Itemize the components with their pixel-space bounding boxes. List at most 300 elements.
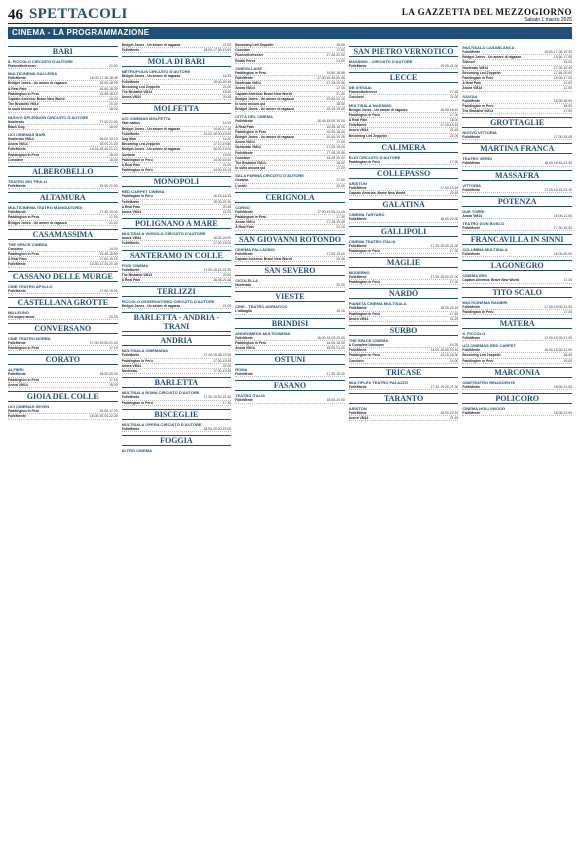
film-title: A Real Pain — [235, 124, 254, 129]
city-heading: VIESTE — [235, 291, 345, 302]
showtime-row — [349, 416, 459, 421]
film-title: FolleMente — [235, 209, 253, 214]
city-heading: NARDÒ — [349, 288, 459, 299]
showtime-row — [122, 278, 232, 283]
showtime-row — [462, 252, 572, 257]
film-title: Dog Man — [121, 137, 136, 142]
showtime-row — [235, 257, 345, 262]
film-title: Fiumenthefreezer — [235, 53, 264, 58]
showtime-row — [8, 184, 118, 189]
showtimes: 16.15-18.15 — [213, 194, 232, 199]
listing-column — [235, 43, 345, 834]
film-title: Bridget Jones - Un amore di ragazzo — [462, 55, 522, 60]
film-title: Bridget Jones - Un amore di ragazzo — [121, 126, 181, 131]
showtimes: 17.30 — [563, 278, 572, 283]
showtimes: 18.40-20.45 — [213, 79, 232, 84]
city-heading: MATERA — [462, 318, 572, 329]
showtime-row — [235, 184, 345, 189]
cinema-name: THE SPACE CINEMA — [348, 338, 389, 344]
showtimes: 18.00-21.00 — [553, 213, 572, 218]
showtimes: 20.00 — [336, 183, 345, 188]
cinema-name: MODERNO — [348, 270, 370, 276]
cinema-name: COLUMBIA MULTISALA — [462, 247, 508, 253]
film-title: FolleMente — [462, 336, 481, 341]
cinema-name: ANDROMEDA MULTICINEMA — [235, 330, 291, 336]
showtime-row — [462, 226, 572, 231]
film-title: Io sono ancora qui — [8, 107, 39, 112]
film-title: Captain America: Brave New World — [235, 91, 292, 96]
showtimes: 17.00-18.45 — [553, 135, 572, 140]
showtime-row — [8, 221, 118, 226]
showtime-row — [349, 280, 459, 285]
showtimes: 18.00-20.15 — [440, 306, 459, 311]
film-title: Anora VM14 — [348, 316, 369, 321]
city-heading: TARANTO — [349, 393, 459, 404]
cinema-name: PIANETA CINEMA MULTISALA — [348, 301, 407, 307]
film-title: FolleMente — [348, 243, 367, 248]
film-title: Bridget Jones - Un amore di ragazzo — [121, 304, 181, 309]
film-title: Paddington in Perù — [462, 76, 494, 81]
showtimes: 18.00-20.00-22.30 — [89, 414, 118, 419]
showtime-row — [462, 135, 572, 140]
showtimes: 17.00-19.15 — [326, 145, 345, 150]
cinema-name: MULTISALA ROMA CIRCUITO D'AUTORE — [121, 390, 200, 396]
film-title: FolleMente — [462, 187, 481, 192]
showtimes: 17.00-18.40-20.45 — [317, 76, 345, 81]
film-title: Fast nation — [121, 121, 140, 126]
showtimes: 16.00 — [563, 358, 572, 363]
showtimes: 19.15 — [336, 309, 345, 314]
film-title: FolleMente — [348, 384, 367, 389]
showtimes: 17.15 — [336, 86, 345, 91]
film-title: Paddington in Perù — [348, 311, 380, 316]
film-title: Oceania — [235, 178, 249, 183]
listings-columns — [8, 43, 572, 834]
showtime-row — [349, 160, 459, 165]
film-title: FolleMente — [462, 348, 481, 353]
showtimes: 21.45 — [449, 128, 459, 133]
city-heading: BRINDISI — [235, 318, 345, 329]
showtimes: 15.00 — [222, 152, 232, 157]
film-title: Paddington in Perù — [121, 194, 153, 199]
showtime-row — [462, 109, 572, 114]
city-heading: FOGGIA — [122, 435, 232, 446]
page-number: 46 — [8, 6, 23, 23]
showtimes: 17.45 — [449, 90, 459, 95]
showtimes: 21.00 — [563, 81, 572, 86]
showtime-row — [122, 304, 232, 309]
showtimes: 18.30 — [563, 103, 572, 108]
showtimes: 17.15-19.15 — [440, 123, 459, 128]
cinema-name: MULTIPLEX TEATRO PALAZZO — [348, 379, 409, 385]
showtimes: 17.00 — [336, 140, 345, 145]
city-heading: CASSANO DELLE MURGE — [8, 271, 118, 282]
showtimes: 21.20 — [222, 163, 232, 168]
film-title: FolleMente — [235, 150, 253, 155]
showtimes: 18.00-20.00 — [440, 217, 459, 222]
city-heading: SAN PIETRO VERNOTICO — [349, 46, 459, 57]
film-title: FolleMente — [462, 98, 481, 103]
showtime-row — [122, 401, 232, 406]
showtimes: 19.00-21.00 — [99, 184, 118, 189]
city-heading: POLIGNANO A MARE — [122, 218, 232, 229]
showtimes: 17.30-19.30 — [326, 372, 345, 377]
showtime-row — [235, 107, 345, 112]
showtimes: 17.30-20.00 — [326, 53, 345, 58]
cinema-name: MULTICINEMA RANIERI — [462, 299, 508, 305]
showtimes: 17.00-19.15 — [99, 257, 118, 262]
showtimes: 17.00-19.45 — [440, 186, 459, 191]
city-heading: MONOPOLI — [122, 176, 232, 187]
showtime-row — [122, 48, 232, 53]
showtimes: 18.00-21.00 — [553, 384, 572, 389]
film-title: Anora VM14 — [235, 345, 255, 350]
film-title: Bridget Jones - Un amore di ragazzo — [235, 107, 294, 112]
film-title: Black Dog — [8, 124, 25, 129]
city-heading: ALBEROBELLO — [8, 166, 118, 177]
film-title: Io sono ancora qui — [235, 102, 266, 107]
showtimes: 18.00-17.35-19.00 — [203, 48, 232, 53]
showtimes: 16.30-18.00 — [326, 129, 345, 134]
showtimes: 16.30 — [222, 74, 232, 79]
cinema-name: ALFIERI — [8, 367, 24, 373]
film-title: Paddington in Perù — [462, 103, 494, 108]
film-title: Anora VM14 — [8, 382, 28, 387]
film-title: Anora VM14 — [462, 86, 482, 91]
film-title: FolleMente — [348, 64, 367, 68]
cinema-name: CORSO — [235, 204, 250, 210]
showtimes: 16.40-19.25 — [326, 135, 345, 140]
cinema-name: SALA FARINA CIRCUITO D'AUTORE — [235, 173, 304, 179]
film-title: Nosferatu — [235, 283, 252, 288]
film-title: Bridget Jones - Un amore di ragazzo — [8, 220, 67, 225]
showtimes: 14.10 — [222, 121, 232, 126]
film-title: FolleMente — [8, 147, 26, 152]
cinema-name: UCI CINEMAS MOLFETTA — [121, 116, 171, 122]
city-heading: MOLFETTA — [122, 103, 232, 114]
showtimes: 17.00 — [563, 109, 572, 114]
showtimes: 17.00-19.00 — [99, 288, 118, 293]
film-title: Anora VM14 — [462, 213, 482, 218]
showtime-row — [8, 262, 118, 267]
film-title: Conclave — [348, 95, 364, 100]
cinema-name: PODI CINEMA — [121, 262, 149, 268]
cinema-name: THE SPACE CINEMA — [8, 241, 48, 247]
cinema-name: ARISTON — [348, 406, 367, 412]
film-title: The Brutalist VM14 — [121, 90, 153, 95]
showtimes: 18.00 — [336, 43, 345, 47]
showtimes: 18.00-20.15 — [440, 411, 459, 416]
section-title: SPETTACOLI — [29, 6, 128, 22]
showtimes: 16.45-18.05 — [326, 124, 345, 129]
showtimes: 14.00-16.30-19.00 — [203, 131, 232, 136]
showtimes: 17.15-19.15-21.15 — [544, 187, 572, 192]
film-title: Anora VM14 — [348, 128, 369, 133]
issue-date: Sabato 1 marzo 2025 — [524, 16, 572, 23]
film-title: Becoming Led Zeppelin — [462, 70, 501, 75]
showtime-row — [235, 225, 345, 230]
showtimes: 17.00 — [336, 48, 345, 53]
showtimes: 18.00-21.00 — [326, 345, 345, 350]
film-title: FolleMente — [121, 353, 140, 358]
showtimes: 17.00-21.00 — [99, 119, 118, 124]
film-title: Paddington in Perù — [348, 159, 380, 164]
film-title: FolleMente — [462, 135, 481, 140]
cinema-name: NUOVO SPLENDOR CIRCUITO D'AUTORE — [8, 114, 89, 120]
film-title: Nosferatu VM14 — [8, 137, 34, 142]
showtimes: 21.00 — [336, 58, 345, 63]
showtime-row — [122, 168, 232, 173]
showtimes: 15.50-17.05-19.30 — [544, 50, 572, 54]
showtime-row — [235, 59, 345, 64]
cinema-name: CINE TEATRO APOLLO — [8, 283, 53, 289]
film-title: FolleMente — [121, 267, 140, 272]
film-title: Anora VM14 — [235, 86, 255, 91]
showtime-row — [349, 191, 459, 196]
cinema-name: UCI CINEMAS SEVEN — [8, 404, 50, 410]
city-heading: CASTELLANA GROTTE — [8, 297, 118, 308]
showtimes: 21.25 — [449, 316, 459, 321]
showtimes: 18.00-21.00 — [553, 411, 572, 416]
film-title: Paddington in Perù — [121, 400, 153, 405]
film-title: Conclave — [8, 246, 24, 251]
city-heading: POLICORO — [462, 393, 572, 404]
film-title: Nosferatu VM14 — [235, 145, 261, 150]
film-title: Captain America: Brave New World — [8, 97, 65, 102]
showtime-row — [8, 158, 118, 163]
city-heading: LECCE — [349, 72, 459, 83]
showtimes: 14.00 — [449, 358, 459, 363]
film-title: Bridget Jones - Un amore di ragazzo — [121, 43, 181, 47]
film-title: FolleMente — [348, 123, 367, 128]
film-title: The Brutalist VM14 — [121, 272, 153, 277]
film-title: Becoming Led Zeppelin — [235, 43, 274, 47]
city-heading: TITO SCALO — [462, 287, 572, 298]
cinema-name: PICCOLO OSSERVATORIO CIRCUITO D'AUTORE — [121, 299, 215, 305]
showtimes: 18.40 — [222, 90, 232, 95]
showtimes: 21.00 — [449, 133, 459, 138]
showtimes: 18.00 — [336, 161, 345, 166]
city-heading: SANTERAMO IN COLLE — [122, 250, 232, 261]
cinema-name: CINEVILLAGE — [235, 65, 263, 71]
city-heading: BARLETTA - ANDRIA - TRANI — [122, 312, 232, 332]
film-title: FolleMente — [462, 226, 481, 231]
showtimes: 21.00 — [222, 210, 232, 215]
showtimes: 15.55-18.15 — [99, 91, 118, 96]
showtime-row — [349, 134, 459, 139]
film-title: FolleMente — [121, 199, 140, 204]
showtimes: 17.00-19.00-21.00 — [544, 336, 572, 341]
showtimes: 17.00-19.00 — [326, 251, 345, 256]
film-title: FolleMente — [348, 411, 367, 416]
film-title: A Real Pain — [121, 163, 141, 168]
film-title: Captain America: Brave New World — [462, 278, 519, 283]
showtimes: 14.10-16.30 — [440, 353, 459, 358]
showtime-row — [235, 283, 345, 288]
cinema-name: UCI CINEMAS BARI — [8, 132, 46, 138]
showtimes: 20.45 — [449, 191, 459, 196]
showtimes: 21.15 — [336, 225, 345, 230]
film-title: Anora VM14 — [348, 416, 369, 421]
film-title: Captain America: Brave New World — [235, 256, 292, 261]
cinema-name: METROPOLIS CIRCUITO D'AUTORE — [121, 69, 191, 75]
film-title: FolleMente — [235, 372, 253, 377]
city-heading: FRANCAVILLA IN SINNI — [462, 234, 572, 245]
showtime-row — [122, 369, 232, 374]
cinema-name: ALTRO CINEMA — [121, 447, 152, 453]
cinema-name: MULTISALA OPERA CIRCUITO D'AUTORE — [121, 421, 202, 427]
film-title: FolleMente — [121, 395, 140, 400]
cinema-name: CINEMA HOLLYWOOD — [462, 406, 506, 412]
showtimes: 19.50-20.15 — [326, 96, 345, 101]
film-title: The Brutalist VM14 — [8, 102, 39, 107]
film-title: Emilia Perez — [235, 58, 256, 63]
cinema-name: MULTISALA CINEMANIA — [121, 348, 169, 354]
cinema-name: MULTICINEMA GALLERIA — [8, 71, 58, 77]
showtimes: 17.15-19.45 — [326, 81, 345, 86]
showtimes: 18.00 — [109, 107, 118, 112]
showtimes: 21.00 — [222, 304, 232, 309]
showtimes: 18.00-20.00-22.00 — [203, 426, 232, 431]
film-title: Paddington in Perù — [348, 112, 380, 117]
city-heading: CASAMASSIMA — [8, 229, 118, 240]
film-title: FolleMente — [8, 341, 26, 346]
showtimes: 20.15 — [222, 95, 232, 100]
film-title: Paddington in Perù — [235, 340, 267, 345]
showtimes: 17.45-20.00 — [553, 70, 572, 75]
showtimes: 14.20 — [222, 137, 232, 142]
film-title: Paddington in Perù — [8, 409, 40, 414]
showtimes: 16.00 — [109, 152, 118, 157]
showtimes: 18.00-17.15-18.45 — [89, 76, 118, 81]
city-heading: CERIGNOLA — [235, 192, 345, 203]
showtimes: 15.25 — [449, 343, 459, 348]
showtimes: 18.30-21.30 — [213, 199, 232, 204]
showtimes: 21.30 — [336, 91, 345, 96]
film-title: Becoming Led Zeppelin — [348, 133, 388, 138]
showtimes: 18.00 — [109, 124, 118, 129]
film-title: FolleMente — [462, 384, 481, 389]
film-title: Anora VM14 — [121, 95, 142, 100]
film-title: A Real Pain — [462, 81, 481, 86]
showtimes: 16.00-18.40 — [440, 107, 459, 112]
showtimes: 18.00-20.00 — [326, 398, 345, 403]
cinema-name: MULTISALA CASABLANCA — [462, 45, 515, 50]
showtimes: 17.45 — [449, 311, 459, 316]
film-title: Anora VM14 — [121, 210, 142, 215]
film-title: Paddington in Perù — [8, 152, 40, 157]
showtimes: 14.00 — [109, 246, 118, 251]
film-title: Bridget Jones - Un amore di ragazzo — [8, 81, 67, 86]
showtimes: 14.30-17.30-20.30 — [89, 262, 118, 267]
showtimes: 18.00 — [336, 102, 345, 107]
showtimes: 17.00 — [109, 215, 118, 220]
showtimes: 20.00 — [336, 283, 345, 288]
showtime-row — [462, 411, 572, 416]
showtimes: 18.00 — [109, 97, 118, 102]
cinema-name: CINE - TEATRO ADRIATICO — [235, 304, 288, 310]
showtimes: 18.00-20.00 — [553, 252, 572, 257]
showtimes: 17.00-19.45 — [553, 65, 572, 70]
showtimes: 17.45 — [563, 309, 572, 314]
film-title: Paddington in Perù — [121, 157, 153, 162]
showtimes: 18.00 — [449, 118, 459, 123]
showtime-row — [462, 336, 572, 341]
film-title: FolleMente — [121, 48, 140, 53]
showtime-row — [462, 86, 572, 91]
showtimes: 17.00-19.00-21.00 — [544, 304, 572, 309]
showtimes: 18.00-21.30 — [99, 142, 118, 147]
showtime-row — [462, 359, 572, 364]
city-heading: GALLIPOLI — [349, 226, 459, 237]
cinema-name: CINETEATRO RINASCENTE — [462, 379, 516, 385]
film-title: L'orafo — [235, 183, 247, 188]
film-title: Anora VM14 — [121, 236, 142, 241]
showtimes: 17.30-19.30 — [99, 210, 118, 215]
showtime-row — [235, 346, 345, 351]
city-heading: MOLA DI BARI — [122, 56, 232, 67]
showtime-row — [349, 317, 459, 322]
film-title: Bridget Jones - Un amore di ragazzo — [348, 107, 408, 112]
film-title: Fiumenthefreezer — [8, 64, 37, 68]
showtimes: 22.00 — [222, 363, 232, 368]
cinema-name: CINEMA TEATRO ITALIA — [348, 238, 396, 244]
cinema-name: IL PICCOLO — [462, 331, 486, 337]
showtimes: 17.00-19.00 — [213, 241, 232, 246]
showtime-row — [8, 414, 118, 419]
showtimes: 20.30 — [109, 102, 118, 107]
film-title: Paddington in Perù — [235, 129, 267, 134]
cinema-name: MILLEUNO — [8, 309, 29, 315]
showtimes: 19.00 — [109, 382, 118, 387]
film-title: FolleMente — [8, 184, 26, 189]
showtimes: 17.00-19.05-21.15 — [317, 209, 345, 214]
film-title: Paddington in Perù — [235, 70, 267, 75]
film-title: FolleMente — [462, 252, 481, 257]
showtimes: 16.00-19.15 — [99, 137, 118, 142]
showtime-row — [122, 210, 232, 215]
film-title: FolleMente — [8, 288, 26, 293]
film-title: FolleMente — [462, 50, 481, 54]
film-title: Paddington in Perù — [8, 346, 40, 351]
showtimes: 16.15-18.40-21.10 — [89, 147, 118, 152]
showtimes: 17.30 — [449, 159, 459, 164]
showtimes: 17.15-19.05 — [326, 220, 345, 225]
showtimes: 15.00-17.00 — [553, 76, 572, 81]
showtime-row — [349, 217, 459, 222]
city-heading: MASSAFRA — [462, 170, 572, 181]
film-title: Becoming Led Zeppelin — [121, 142, 160, 147]
film-title: FolleMente — [348, 348, 367, 353]
film-title: FolleMente — [235, 251, 253, 256]
showtimes: 16.00-18.00 — [553, 98, 572, 103]
showtimes: 15.45-18.50 — [99, 252, 118, 257]
showtime-row — [462, 310, 572, 315]
showtime-row — [8, 107, 118, 112]
city-heading: SURBO — [349, 325, 459, 336]
cinema-name: CITTÀ DEL CINEMA — [235, 114, 273, 120]
showtimes: 16.00-19.00 — [213, 147, 232, 152]
film-title: FolleMente — [8, 372, 26, 377]
film-title: A Real Pain — [235, 225, 254, 230]
showtimes: 17.15 — [109, 377, 118, 382]
showtimes: 17.10-19.50 — [213, 142, 232, 147]
film-title: FolleMente — [348, 186, 367, 191]
showtimes: 17.30-19.30-21.30 — [203, 395, 232, 400]
film-title: FolleMente — [348, 275, 367, 280]
film-title: Io sono ancora qui — [235, 166, 266, 171]
film-title: A Real Pain — [348, 118, 368, 123]
